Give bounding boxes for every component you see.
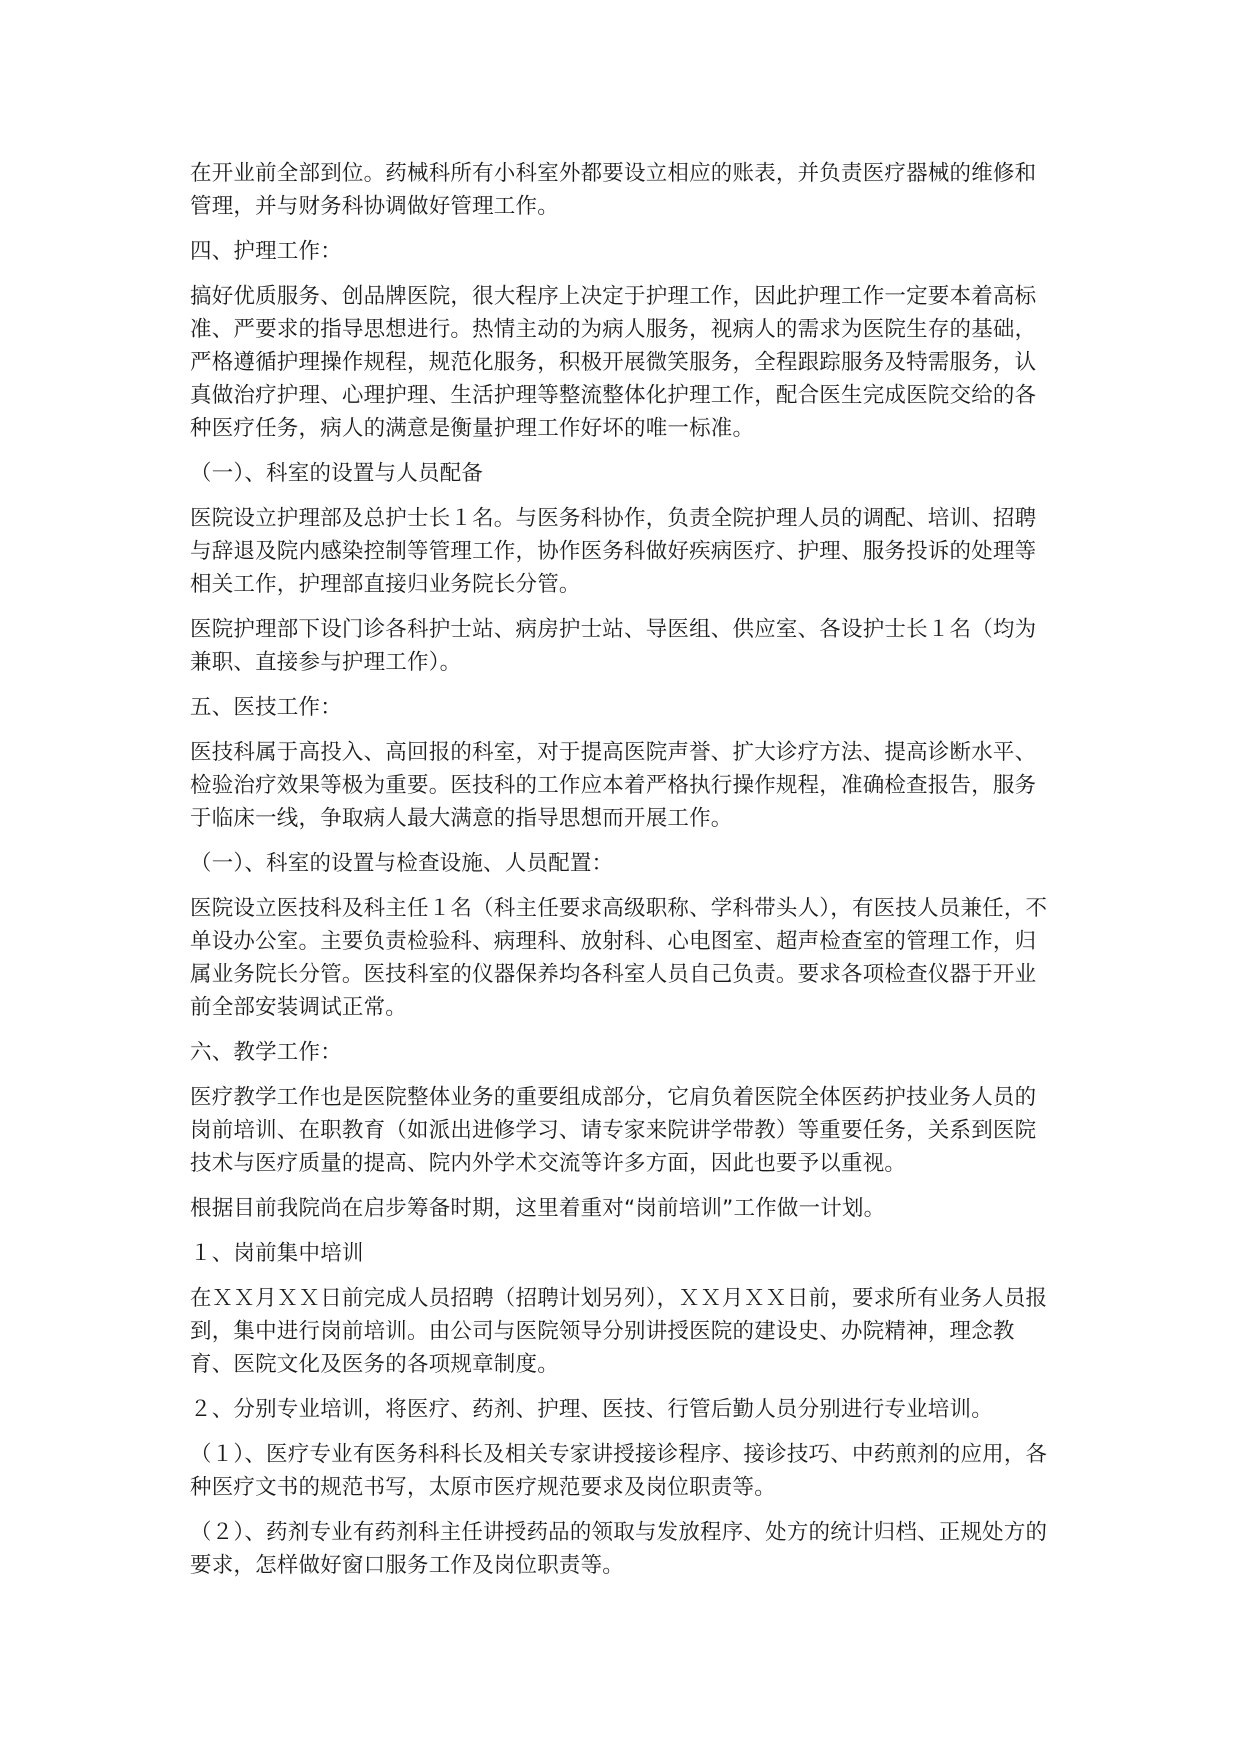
paragraph-nursing-department: 医院设立护理部及总护士长１名。与医务科协作，负责全院护理人员的调配、培训、招聘与辞退及院内感染控制等管理工作，协作医务科做好疾病医疗、护理、服务投诉的处理等相关工作，护理部直接归业务院长分管。	[190, 506, 1037, 597]
paragraph-pharmacy-training: （２）、药剂专业有药剂科主任讲授药品的领取与发放程序、处方的统计归档、正规处方的要求，怎样做好窗口服务工作及岗位职责等。	[190, 1520, 1048, 1578]
subheading-medtech-staffing: （一）、科室的设置与检查设施、人员配置：	[190, 851, 614, 876]
paragraph-equipment-setup: 在开业前全部到位。药械科所有小科室外都要设立相应的账表，并负责医疗器械的维修和管理，并与财务科协调做好管理工作。	[190, 161, 1037, 219]
paragraph-medical-technology-overview: 医技科属于高投入、高回报的科室，对于提高医院声誉、扩大诊疗方法、提高诊断水平、检验治疗效果等极为重要。医技科的工作应本着严格执行操作规程，准确检查报告，服务于临床一线，争取病人最大满意的指导思想而开展工作。	[190, 740, 1037, 831]
paragraph-training-plan-intro: 根据目前我院尚在启步筹备时期，这里着重对“岗前培训”工作做一计划。	[190, 1196, 886, 1221]
paragraph-teaching-overview: 医疗教学工作也是医院整体业务的重要组成部分，它肩负着医院全体医药护技业务人员的岗前培训、在职教育（如派出进修学习、请专家来院讲学带教）等重要任务，关系到医院技术与医疗质量的提高、院内外学术交流等许多方面，因此也要予以重视。	[190, 1085, 1037, 1176]
document-body	[190, 157, 1056, 1594]
paragraph-centralized-training: 在ＸＸ月ＸＸ日前完成人员招聘（招聘计划另列），ＸＸ月ＸＸ日前，要求所有业务人员报到，集中进行岗前培训。由公司与医院领导分别讲授医院的建设史、办院精神，理念教育、医院文化及医务的各项规章制度。	[190, 1286, 1048, 1377]
subheading-nursing-staffing: （一）、科室的设置与人员配备	[190, 461, 484, 486]
heading-teaching-work: 六、教学工作：	[190, 1040, 342, 1065]
paragraph-specialized-training: ２、分别专业培训，将医疗、药剂、护理、医技、行管后勤人员分别进行专业培训。	[190, 1397, 993, 1422]
subheading-centralized-training: １、岗前集中培训	[190, 1241, 364, 1266]
paragraph-nursing-stations: 医院护理部下设门诊各科护士站、病房护士站、导医组、供应室、各设护士长１名（均为兼职、直接参与护理工作）。	[190, 617, 1037, 675]
heading-nursing-work: 四、护理工作：	[190, 239, 342, 264]
paragraph-medtech-department: 医院设立医技科及科主任１名（科主任要求高级职称、学科带头人），有医技人员兼任，不单设办公室。主要负责检验科、病理科、放射科、心电图室、超声检查室的管理工作，归属业务院长分管。医技科室的仪器保养均各科室人员自己负责。要求各项检查仪器于开业前全部安装调试正常。	[190, 896, 1048, 1020]
paragraph-medical-specialty-training: （１）、医疗专业有医务科科长及相关专家讲授接诊程序、接诊技巧、中药煎剂的应用，各种医疗文书的规范书写，太原市医疗规范要求及岗位职责等。	[190, 1442, 1048, 1500]
heading-medical-technology: 五、医技工作：	[190, 695, 342, 720]
paragraph-nursing-overview: 搞好优质服务、创品牌医院，很大程序上决定于护理工作，因此护理工作一定要本着高标准、严要求的指导思想进行。热情主动的为病人服务，视病人的需求为医院生存的基础，严格遵循护理操作规程，规范化服务，积极开展微笑服务，全程跟踪服务及特需服务，认真做治疗护理、心理护理、生活护理等整流整体化护理工作，配合医生完成医院交给的各种医疗任务，病人的满意是衡量护理工作好坏的唯一标准。	[190, 284, 1037, 441]
